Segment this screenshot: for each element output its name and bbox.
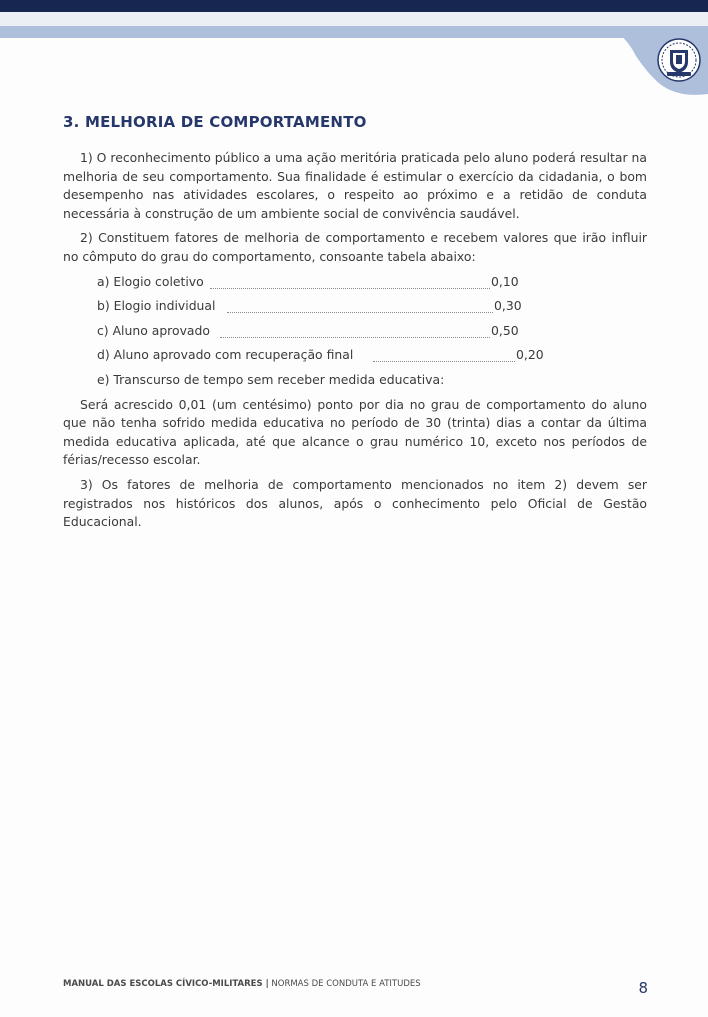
item-label: d) Aluno aprovado com recuperação final — [97, 347, 354, 363]
paragraph-4: 3) Os fatores de melhoria de comportamento mencionados no item 2) devem ser registrados nos históricos dos alunos, após o conhecimento pelo Oficial de Gestão Educacional. — [63, 476, 647, 530]
list-item-e — [97, 371, 647, 396]
item-label: e) Transcurso de tempo sem receber medida educativa: — [97, 371, 445, 387]
header-light-band — [0, 26, 708, 38]
section-title: 3. MELHORIA DE COMPORTAMENTO — [63, 113, 367, 131]
list-item-d — [97, 346, 647, 371]
section-body — [63, 149, 647, 538]
dot-leader — [227, 297, 493, 313]
list-item-a — [97, 273, 647, 298]
list-item-b — [97, 297, 647, 322]
item-label: c) Aluno aprovado — [97, 322, 210, 338]
item-value: 0,50 — [491, 322, 519, 338]
list-item-c — [97, 322, 647, 347]
header-dark-band — [0, 0, 708, 12]
paragraph-2: 2) Constituem fatores de melhoria de comportamento e recebem valores que irão influir no cômputo do grau do comportamento, consoante tabela abaixo: — [63, 230, 647, 264]
item-label: a) Elogio coletivo — [97, 273, 204, 289]
item-value: 0,20 — [516, 347, 544, 363]
paragraph-1: 1) O reconhecimento público a uma ação meritória praticada pelo aluno poderá resultar na melhoria de seu comportamento. Sua finalidade é estimular o exercício da cidadania, o bom desempenho nas atividades escolares, o respeito ao próximo e a retidão de conduta necessária à construção de um ambiente social de convivência saudável. — [63, 150, 647, 221]
paragraph-3: Será acrescido 0,01 (um centésimo) ponto por dia no grau de comportamento do aluno que não tenha sofrido medida educativa no período de 30 (trinta) dias a contar da última medida educativa aplicada, até que alcance o grau numérico 10, exceto nos períodos de férias/recesso escolar. — [63, 396, 647, 468]
item-value: 0,10 — [491, 273, 519, 289]
dot-leader — [373, 346, 515, 362]
dot-leader — [210, 273, 490, 289]
item-label: b) Elogio individual — [97, 298, 216, 314]
item-value: 0,30 — [494, 298, 522, 314]
school-crest-icon — [655, 38, 703, 82]
footer-title — [63, 979, 421, 989]
dot-leader — [220, 322, 490, 338]
header-gap — [0, 12, 708, 26]
footer-subtitle: NORMAS DE CONDUTA E ATITUDES — [268, 979, 421, 989]
page-number: 8 — [638, 979, 648, 997]
footer-manual-title: MANUAL DAS ESCOLAS CÍVICO-MILITARES | — [63, 979, 269, 989]
